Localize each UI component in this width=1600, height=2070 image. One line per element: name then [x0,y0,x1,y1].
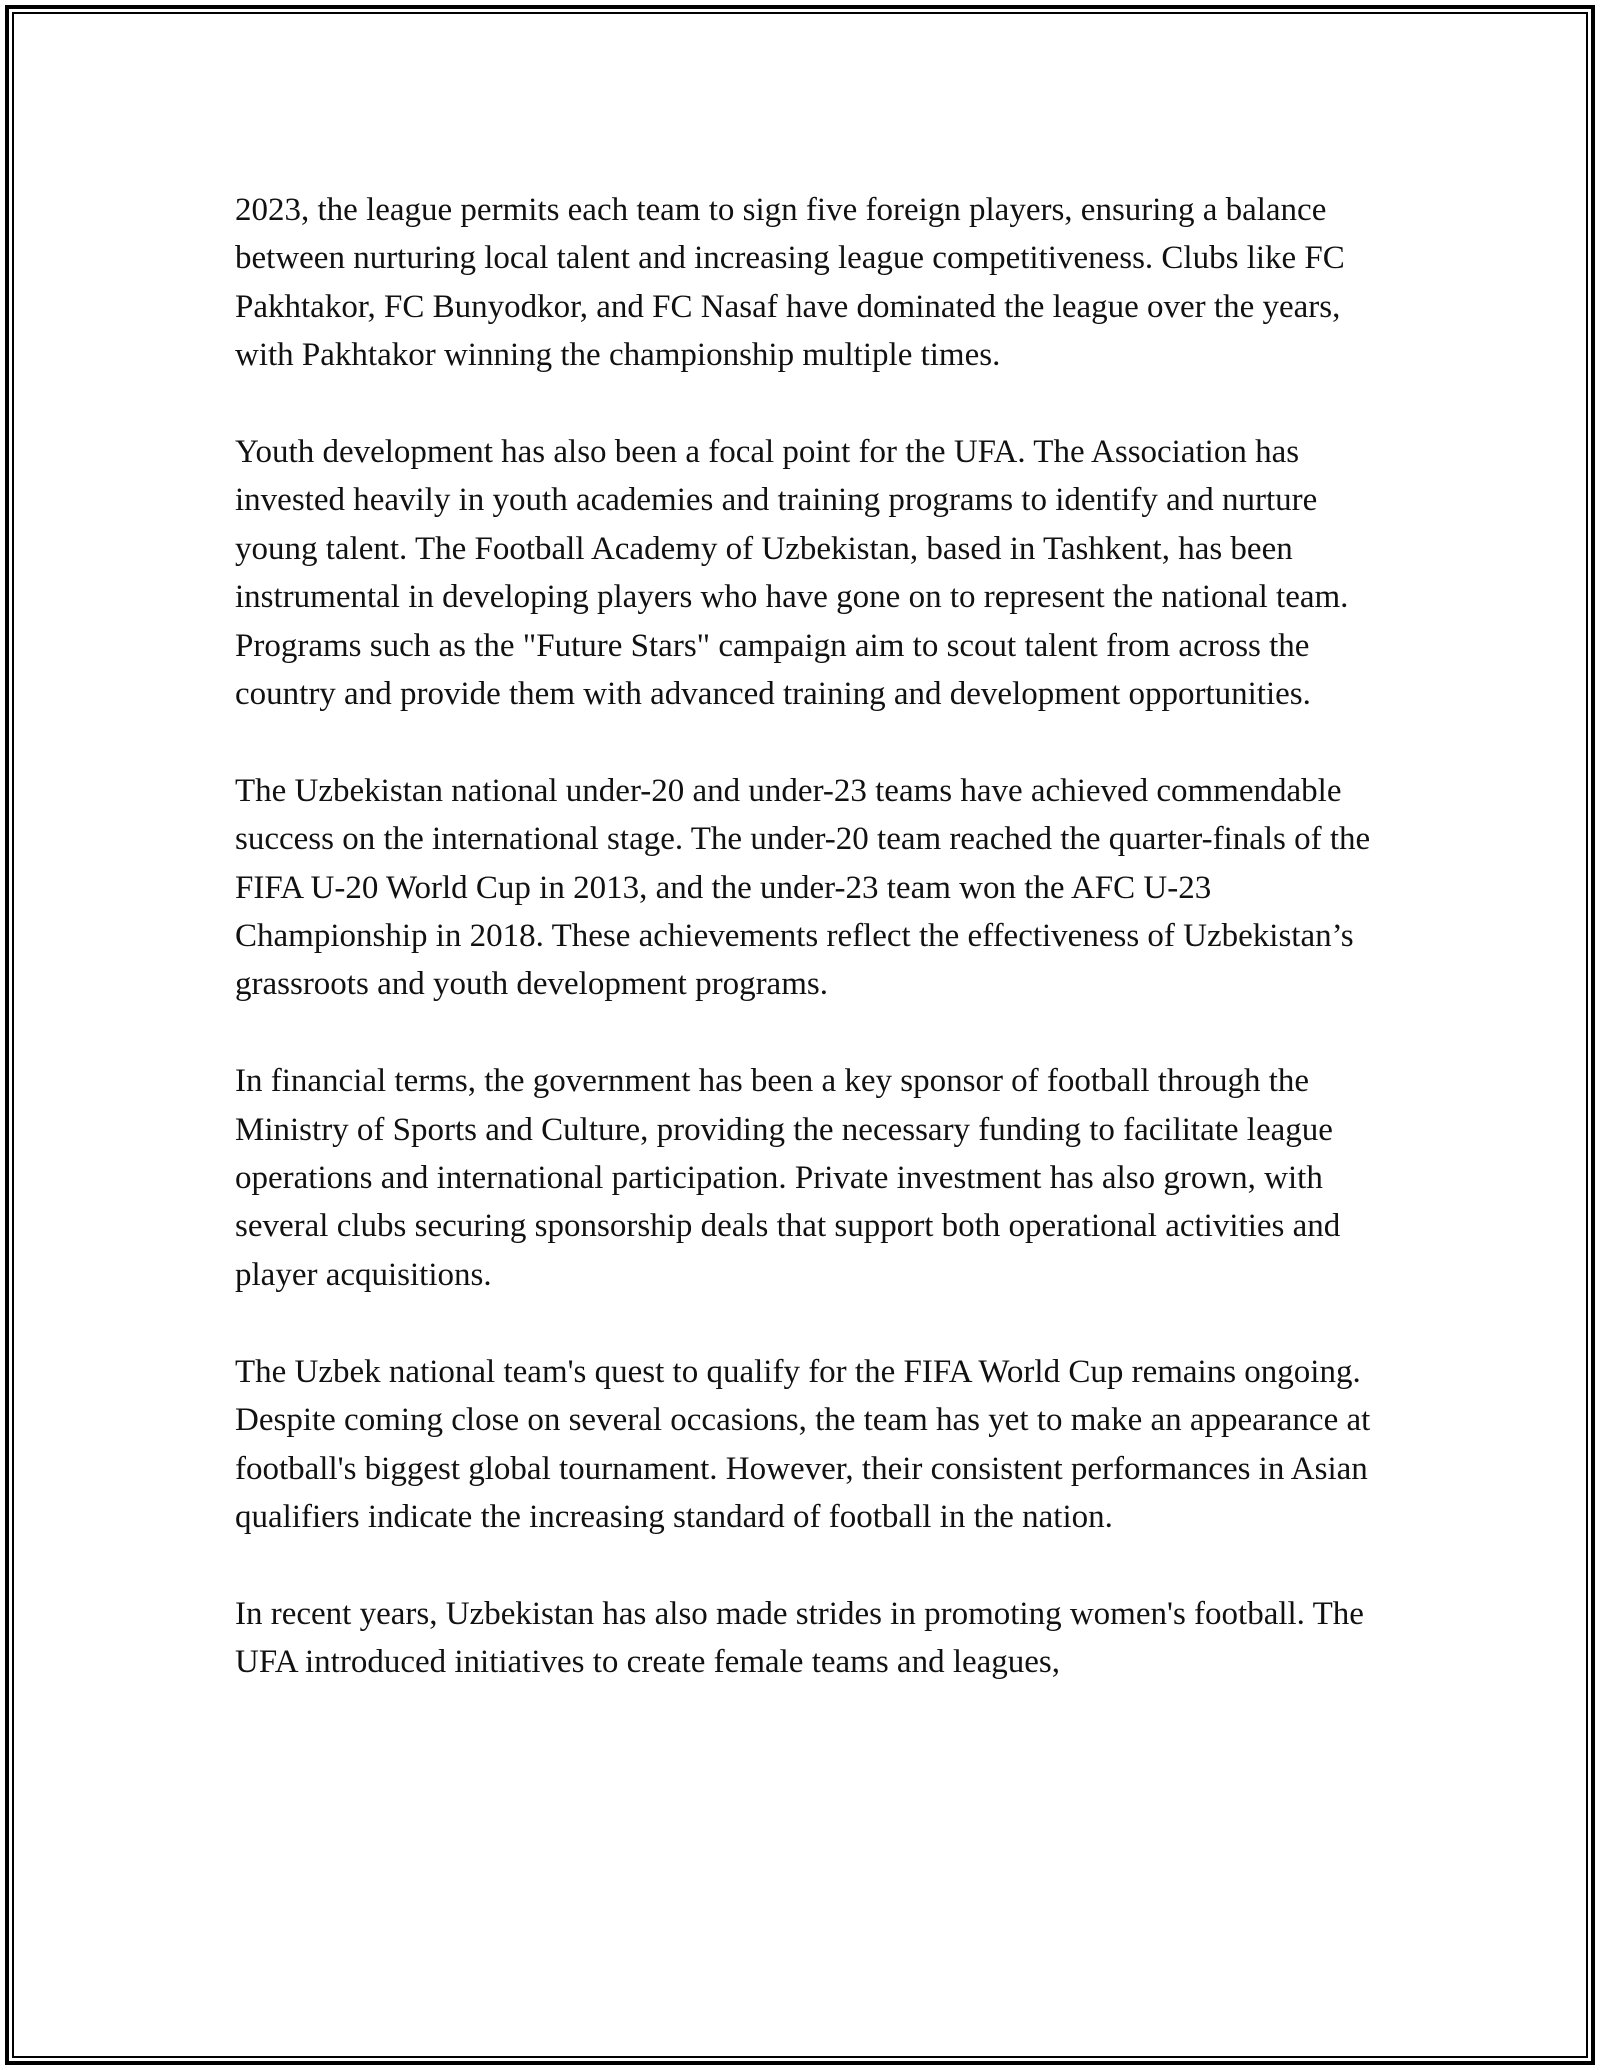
paragraph-youth-national-teams: The Uzbekistan national under-20 and under-23 teams have achieved commendable success on the international stage. The under-20 team reached the quarter-finals of the FIFA U-20 World Cup in 2013, and the under-23 team won the AFC U-23 Championship in 2018. These achievements reflect the effectiveness of Uzbekistan’s grassroots and youth development programs. [235,772,1371,1003]
paragraph-league-foreign-players: 2023, the league permits each team to sign five foreign players, ensuring a balance between nurturing local talent and increasing league competitiveness. Clubs like FC Pakhtakor, FC Bunyodkor, and FC Nasaf have dominated the league over the years, with Pakhtakor winning the championship multiple times. [235,192,1345,374]
paragraph-financial-terms: In financial terms, the government has been a key sponsor of football through the Ministry of Sports and Culture, providing the necessary funding to facilitate league operations and international participation. Private investment has also grown, with several clubs securing sponsorship deals that support both operational activities and player acquisitions. [235,1063,1341,1293]
paragraph-youth-development: Youth development has also been a focal point for the UFA. The Association has invested heavily in youth academies and training programs to identify and nurture young talent. The Football Academy of Uzbekistan, based in Tashkent, has been instrumental in developing players who have gone on to represent the national team. Programs such as the "Future Stars" campaign aim to scout talent from across the country and provide them with advanced training and development opportunities. [235,434,1349,713]
paragraph-womens-football: In recent years, Uzbekistan has also made strides in promoting women's football. The UFA introduced initiatives to create female teams and leagues, [235,1595,1364,1681]
document-body [235,186,1375,1687]
paragraph-world-cup-quest: The Uzbek national team's quest to qualify for the FIFA World Cup remains ongoing. Despite coming close on several occasions, the team has yet to make an appearance at football's biggest global tournament. However, their consistent performances in Asian qualifiers indicate the increasing standard of football in the nation. [235,1353,1371,1535]
